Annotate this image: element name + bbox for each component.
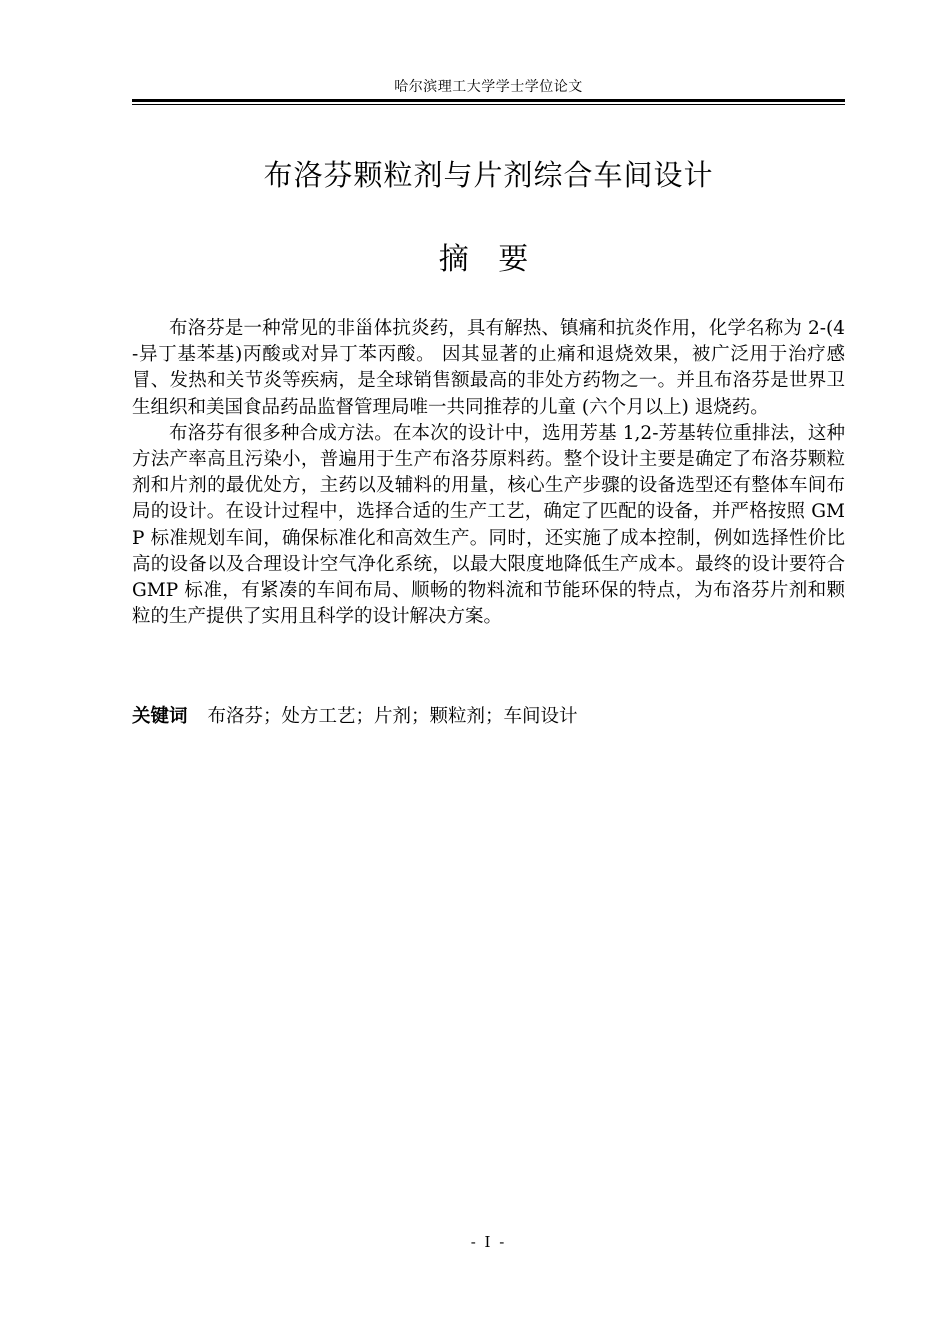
header-rule-secondary bbox=[132, 104, 845, 105]
running-header: 哈尔滨理工大学学士学位论文 bbox=[394, 79, 583, 95]
keywords-label: 关键词 bbox=[132, 706, 188, 727]
abstract-paragraph-2: 布洛芬有很多种合成方法。在本次的设计中，选用芳基 1,2-芳基转位重排法，这种方法产率高且污染小，普遍用于生产布洛芬原料药。整个设计主要是确定了布洛芬颗粒剂和片剂的最优处方，主药以及辅料的用量，核心生产步骤的设备选型还有整体车间布局的设计。在设计过程中，选择合适的生产工艺，确定了匹配的设备，并严格按照 GMP 标准规划车间，确保标准化和高效生产。同时，还实施了成本控制，例如选择性价比高的设备以及合理设计空气净化系统，以最大限度地降低生产成本。最终的设计要符合 GMP 标准，有紧凑的车间布局、顺畅的物料流和节能环保的特点，为布洛芬片剂和颗粒的生产提供了实用且科学的设计解决方案。 bbox=[132, 422, 845, 628]
header-rule bbox=[132, 99, 845, 102]
keywords-line bbox=[132, 704, 845, 730]
thesis-title: 布洛芬颗粒剂与片剂综合车间设计 bbox=[263, 158, 714, 192]
page-number: - I - bbox=[470, 1233, 507, 1251]
abstract-heading: 摘 要 bbox=[438, 242, 539, 277]
keywords-list: 布洛芬；处方工艺；片剂；颗粒剂；车间设计 bbox=[207, 706, 578, 727]
abstract-body bbox=[132, 316, 845, 630]
abstract-paragraph-1: 布洛芬是一种常见的非甾体抗炎药，具有解热、镇痛和抗炎作用，化学名称为 2-(4-异丁基苯基)丙酸或对异丁苯丙酸。 因其显著的止痛和退烧效果，被广泛用于治疗感冒、发热和关节炎等疾病，是全球销售额最高的非处方药物之一。并且布洛芬是世界卫生组织和美国食品药品监督管理局唯一共同推荐的儿童 (六个月以上) 退烧药。 bbox=[132, 318, 845, 418]
